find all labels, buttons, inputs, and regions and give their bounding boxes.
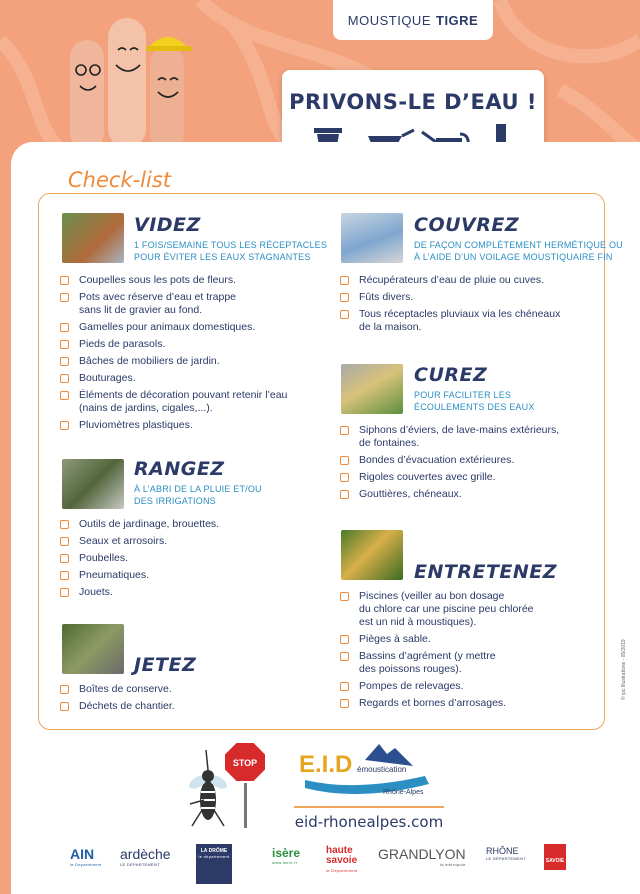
checkbox[interactable] [60,374,69,383]
checkbox[interactable] [340,456,349,465]
mosquito-stop-illustration [186,740,272,832]
checklist-item[interactable]: Pots avec réserve d’eau et trappe [60,291,330,304]
checklist-item[interactable]: Pieds de parasols. [60,338,330,351]
illustration-credit: © ipc Illustrations - 05/2019 [621,639,627,700]
checklist-item-continued: est un nid à moustiques). [359,616,477,628]
checklist-item[interactable]: Fûts divers. [340,291,600,304]
checklist-item-continued: des poissons rouges). [359,663,462,675]
checkbox[interactable] [340,473,349,482]
top-tab-title [333,0,493,40]
checklist-item[interactable]: Bâches de mobiliers de jardin. [60,355,330,368]
couvrez-title: COUVREZ [414,214,520,236]
partner-logo-ardeche: ardèche LE DÉPARTEMENT [120,846,171,867]
checkbox[interactable] [340,276,349,285]
partner-logo-haute-savoie: haute savoie le Département [326,845,358,873]
eid-word: émoustication [357,765,407,774]
checklist-item[interactable]: Pneumatiques. [60,569,320,582]
checkbox[interactable] [60,357,69,366]
rangez-subtitle-1: À L’ABRI DE LA PLUIE ET/OU [134,484,262,494]
checkbox[interactable] [60,323,69,332]
entretenez-title: ENTRETENEZ [414,561,558,583]
tab-title-bold: TIGRE [436,12,479,28]
jetez-photo [62,624,124,674]
videz-photo [62,213,124,263]
checklist-item[interactable]: Coupelles sous les pots de fleurs. [60,274,330,287]
eid-logo [295,742,455,802]
rangez-subtitle-2: DES IRRIGATIONS [134,496,216,506]
rangez-title: RANGEZ [134,458,225,480]
checkbox[interactable] [60,276,69,285]
checklist-item[interactable]: Outils de jardinage, brouettes. [60,518,320,531]
checklist-item-continued: du chlore car une piscine peu chlorée [359,603,534,615]
checklist-item[interactable]: Jouets. [60,586,320,599]
checklist-item[interactable]: Rigoles couvertes avec grille. [340,471,600,484]
couvrez-subtitle-1: DE FAÇON COMPLÈTEMENT HERMÉTIQUE OU [414,240,623,250]
checklist-title: Check-list [68,168,172,192]
smiling-fingers-illustration [62,10,212,145]
videz-subtitle-1: 1 FOIS/SEMAINE TOUS LES RÉCEPTACLES [134,240,328,250]
partner-logo-drome: LA DRÔME le département [196,844,232,884]
website-divider [294,806,444,808]
checkbox[interactable] [60,421,69,430]
partner-logo-ain: AIN le Département [70,846,102,867]
curez-subtitle-1: POUR FACILITER LES [414,390,512,400]
videz-subtitle-2: POUR ÉVITER LES EAUX STAGNANTES [134,252,311,262]
partner-logo-savoie: SAVOIE [544,844,566,870]
checkbox[interactable] [340,426,349,435]
checkbox[interactable] [340,699,349,708]
curez-title: CUREZ [414,364,488,386]
checklist-item[interactable]: Regards et bornes d’arrosages. [340,697,600,710]
checklist-item[interactable]: Bassins d’agrément (y mettre [340,650,600,663]
checklist-item[interactable]: Siphons d’éviers, de lave-mains extérieurs, [340,424,600,437]
checklist-item[interactable]: Gouttières, chéneaux. [340,488,600,501]
jetez-title: JETEZ [134,654,197,676]
tab-title-prefix: MOUSTIQUE [347,12,431,28]
checklist-item-continued: sans lit de gravier au fond. [79,304,203,316]
checkbox[interactable] [340,490,349,499]
checklist-item-continued: de la maison. [359,321,422,333]
checkbox[interactable] [340,652,349,661]
checkbox[interactable] [60,702,69,711]
checklist-item[interactable]: Gamelles pour animaux domestiques. [60,321,330,334]
checkbox[interactable] [60,554,69,563]
checkbox[interactable] [60,588,69,597]
checklist-item[interactable]: Déchets de chantier. [60,700,320,713]
partner-logo-grandlyon: GRANDLYON la métropole [378,846,466,867]
partner-logo-isere: isère www.isere.fr [272,846,301,865]
checkbox[interactable] [340,682,349,691]
checkbox[interactable] [340,293,349,302]
checkbox[interactable] [60,537,69,546]
checkbox[interactable] [340,592,349,601]
checklist-item[interactable]: Récupérateurs d’eau de pluie ou cuves. [340,274,600,287]
rangez-photo [62,459,124,509]
checklist-item-continued: de fontaines. [359,437,420,449]
couvrez-photo [341,213,403,263]
checkbox[interactable] [60,340,69,349]
checklist-item[interactable]: Boîtes de conserve. [60,683,320,696]
checklist-item[interactable]: Bouturages. [60,372,330,385]
eid-letters: E.I.D [299,751,353,778]
curez-photo [341,364,403,414]
checkbox[interactable] [60,391,69,400]
checklist-item[interactable]: Pluviomètres plastiques. [60,419,330,432]
stop-sign-text: STOP [232,758,258,768]
checkbox[interactable] [340,635,349,644]
checklist-item[interactable]: Éléments de décoration pouvant retenir l’eau [60,389,330,402]
checklist-item[interactable]: Poubelles. [60,552,320,565]
partner-logo-rhone: RHÔNE LE DÉPARTEMENT [486,846,527,861]
partner-logos [60,846,620,886]
entretenez-photo [341,530,403,580]
checklist-item[interactable]: Bondes d’évacuation extérieures. [340,454,600,467]
checklist-item[interactable]: Pompes de relevages. [340,680,600,693]
website-link[interactable]: eid-rhonealpes.com [294,813,444,831]
curez-subtitle-2: ÉCOULEMENTS DES EAUX [414,402,535,412]
videz-title: VIDEZ [134,214,201,236]
checklist-item[interactable]: Piscines (veiller au bon dosage [340,590,600,603]
checkbox[interactable] [60,685,69,694]
checkbox[interactable] [60,293,69,302]
checkbox[interactable] [340,310,349,319]
checkbox[interactable] [60,571,69,580]
slogan-title: PRIVONS-LE D’EAU ! [289,90,537,114]
checklist-item[interactable]: Seaux et arrosoirs. [60,535,320,548]
checkbox[interactable] [60,520,69,529]
eid-region: Rhône-Alpes [383,789,424,796]
checklist-item[interactable]: Pièges à sable. [340,633,600,646]
checklist-item[interactable]: Tous réceptacles pluviaux via les chéneaux [340,308,600,321]
checklist-item-continued: (nains de jardins, cigales,...). [79,402,213,414]
couvrez-subtitle-2: À L’AIDE D’UN VOILAGE MOUSTIQUAIRE FIN [414,252,613,262]
